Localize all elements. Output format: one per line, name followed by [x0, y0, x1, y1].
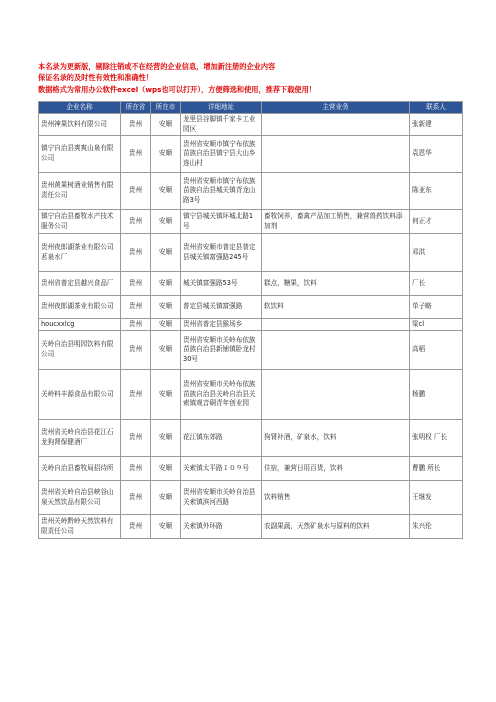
header-city: 所在市	[151, 102, 181, 114]
cell-address: 镇宁县城关镇环城北路1号	[181, 210, 262, 234]
cell-business: 住宿，兼营日用百货，饮料	[262, 457, 410, 481]
cell-province: 贵州	[121, 173, 151, 210]
cell-company: 贵州省关岭自治县花江石龙狗肾保健酒厂	[39, 420, 121, 457]
cell-business	[262, 173, 410, 210]
notice-line: 保证名录的及时性有效性和准确性！	[38, 73, 154, 83]
cell-contact: 王继发	[410, 481, 463, 515]
table-row	[39, 319, 463, 331]
cell-address: 贵州省安顺市镇宁布依族苗族自治县镇宁县大山乡连山村	[181, 136, 262, 173]
cell-business	[262, 370, 410, 420]
cell-contact: 张明权 厂长	[410, 420, 463, 457]
cell-business: 农副果蔬，天然矿泉水与原料的饮料	[262, 515, 410, 539]
table-row	[39, 296, 463, 319]
cell-company: 贵州黄果树酒业销售有限责任公司	[39, 173, 121, 210]
cell-city: 安顺	[151, 210, 181, 234]
cell-province: 贵州	[121, 457, 151, 481]
cell-province: 贵州	[121, 420, 151, 457]
cell-business: 糕点，糖果，饮料	[262, 272, 410, 296]
cell-business	[262, 136, 410, 173]
cell-address: 关索镇太平路１０９号	[181, 457, 262, 481]
cell-address: 贵州省安顺市关岭布依族苗族自治县新铺镇卧龙村30号	[181, 331, 262, 370]
cell-province: 贵州	[121, 136, 151, 173]
cell-company: 贵州关岭黔岭天然饮料有限责任公司	[39, 515, 121, 539]
table-row	[39, 370, 463, 420]
cell-business	[262, 234, 410, 272]
cell-business: 畜牧饲养，畜禽产品加工销售，兼营兽药饮料添加剂	[262, 210, 410, 234]
cell-company: 镇宁自治县爽爽山泉有限公司	[39, 136, 121, 173]
cell-company: houcxxlcg	[39, 319, 121, 331]
cell-address: 贵州省安顺市关岭自治县关索镇滨河西路	[181, 481, 262, 515]
cell-contact: 张新建	[410, 114, 463, 136]
cell-business: 软饮料	[262, 296, 410, 319]
cell-contact: 单子略	[410, 296, 463, 319]
notice-line: 数据格式为常用办公软件excel（wps也可以打开），方便筛选和使用，推荐下载使用！	[38, 84, 316, 94]
table-row	[39, 481, 463, 515]
cell-city: 安顺	[151, 457, 181, 481]
cell-city: 安顺	[151, 272, 181, 296]
cell-address: 城关镇富强路53号	[181, 272, 262, 296]
cell-province: 贵州	[121, 370, 151, 420]
cell-province: 贵州	[121, 272, 151, 296]
table-row	[39, 210, 463, 234]
cell-city: 安顺	[151, 173, 181, 210]
cell-city: 安顺	[151, 370, 181, 420]
cell-company: 贵州省普定县越兴食品厂	[39, 272, 121, 296]
cell-contact: 陈亚东	[410, 173, 463, 210]
cell-province: 贵州	[121, 331, 151, 370]
header-address: 详细地址	[181, 102, 262, 114]
cell-company: 贵州夜郎湖茶业有限公司茗泉水厂	[39, 234, 121, 272]
cell-address: 贵州省安顺市关岭布依族苗族自治县关岭自治县关索镇观音硐青年创业园	[181, 370, 262, 420]
cell-company: 贵州省关岭自治县峡谷山泉天然饮品有限公司	[39, 481, 121, 515]
cell-business	[262, 114, 410, 136]
cell-address: 贵州省安顺市镇宁布依族苗族自治县城关镇青龙山路3号	[181, 173, 262, 210]
cell-city: 安顺	[151, 319, 181, 331]
table-header-row	[39, 102, 463, 114]
cell-city: 安顺	[151, 136, 181, 173]
cell-province: 贵州	[121, 210, 151, 234]
cell-city: 安顺	[151, 515, 181, 539]
cell-company: 关岭料丰源食品有限公司	[39, 370, 121, 420]
cell-business: 狗肾补酒，矿泉水，饮料	[262, 420, 410, 457]
cell-city: 安顺	[151, 331, 181, 370]
table-row	[39, 136, 463, 173]
cell-contact: 高稻	[410, 331, 463, 370]
cell-city: 安顺	[151, 420, 181, 457]
table-row	[39, 331, 463, 370]
cell-city: 安顺	[151, 296, 181, 319]
table-row	[39, 173, 463, 210]
cell-business: 饮料销售	[262, 481, 410, 515]
cell-contact: 梁cl	[410, 319, 463, 331]
cell-contact: 袁恩华	[410, 136, 463, 173]
header-province: 所在省	[121, 102, 151, 114]
notice-line: 本名录为更新版，剔除注销或不在经营的企业信息，增加新注册的企业内容	[38, 62, 276, 71]
cell-province: 贵州	[121, 481, 151, 515]
cell-address: 贵州省安顺市普定县普定县城关镇富强路245号	[181, 234, 262, 272]
cell-address: 龙里县谷脚镇千家卡工业园区	[181, 114, 262, 136]
notice-block	[38, 61, 468, 95]
cell-company: 贵州神果饮料有限公司	[39, 114, 121, 136]
cell-province: 贵州	[121, 114, 151, 136]
table-row	[39, 114, 463, 136]
cell-contact: 朱兴伦	[410, 515, 463, 539]
cell-contact: 邓洪	[410, 234, 463, 272]
cell-company: 关岭自治县畜牧局招待所	[39, 457, 121, 481]
table-row	[39, 420, 463, 457]
table-row	[39, 234, 463, 272]
cell-address: 花江镇东郊路	[181, 420, 262, 457]
cell-company: 镇宁自治县畜牧水产技术服务公司	[39, 210, 121, 234]
cell-address: 关索镇外环路	[181, 515, 262, 539]
cell-city: 安顺	[151, 234, 181, 272]
table-row	[39, 272, 463, 296]
cell-contact: 何正才	[410, 210, 463, 234]
header-business: 主营业务	[262, 102, 410, 114]
cell-address: 普定县城关镇富强路	[181, 296, 262, 319]
cell-province: 贵州	[121, 319, 151, 331]
cell-business	[262, 331, 410, 370]
cell-business	[262, 319, 410, 331]
cell-contact: 曹鹏 所长	[410, 457, 463, 481]
header-contact: 联系人	[410, 102, 463, 114]
header-company-name: 企业名称	[39, 102, 121, 114]
cell-province: 贵州	[121, 515, 151, 539]
cell-province: 贵州	[121, 234, 151, 272]
cell-contact: 厂长	[410, 272, 463, 296]
cell-address: 贵州省普定县猴场乡	[181, 319, 262, 331]
cell-contact: 杨鹏	[410, 370, 463, 420]
cell-company: 贵州夜郎湖茶业有限公司	[39, 296, 121, 319]
cell-city: 安顺	[151, 114, 181, 136]
cell-company: 关岭自治县明园饮料有限公司	[39, 331, 121, 370]
cell-province: 贵州	[121, 296, 151, 319]
table-row	[39, 457, 463, 481]
table-row	[39, 515, 463, 539]
cell-city: 安顺	[151, 481, 181, 515]
company-table	[38, 101, 463, 539]
